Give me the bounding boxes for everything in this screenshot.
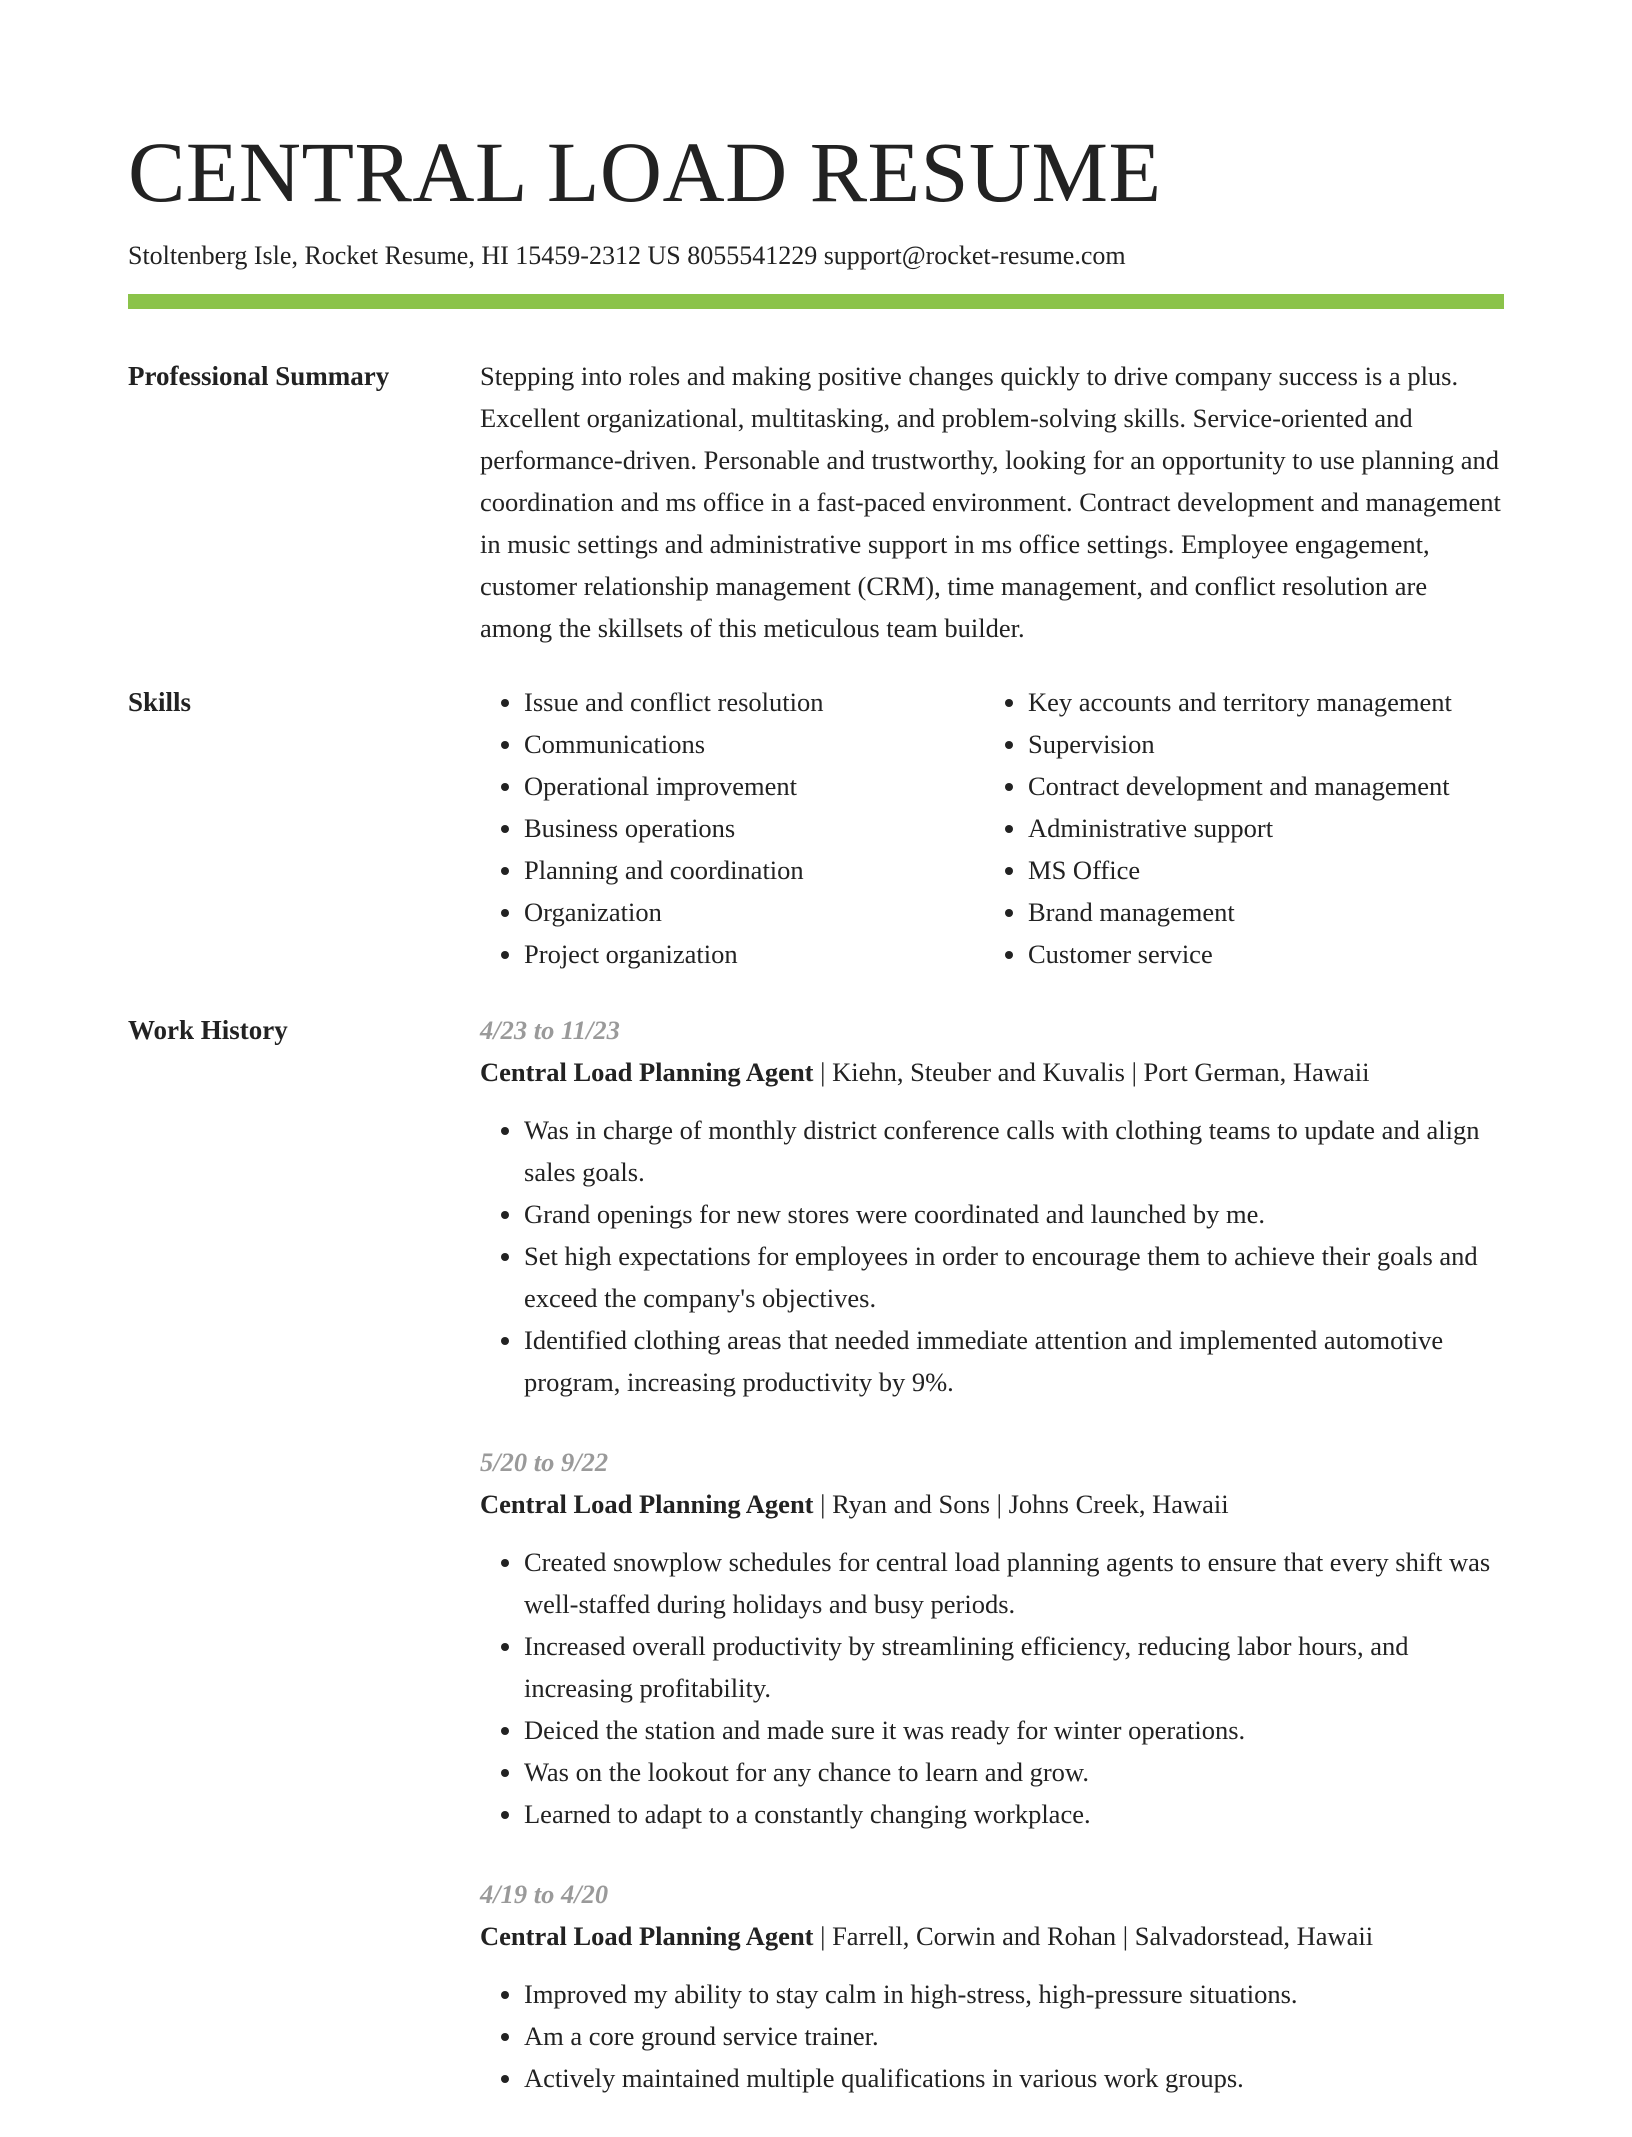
job-entry <box>480 1009 1504 1403</box>
job-dates: 4/19 to 4/20 <box>480 1879 609 1909</box>
skills-section <box>128 681 1504 975</box>
skill-item: • Organization <box>524 891 984 933</box>
job-heading <box>480 1483 1504 1525</box>
job-entry <box>480 1873 1504 2099</box>
job-bullet: • Created snowplow schedules for central load planning agents to ensure that every shift was well-staffed during holidays and busy periods. <box>524 1541 1504 1625</box>
job-entry <box>480 1441 1504 1835</box>
job-bullet: • Am a core ground service trainer. <box>524 2015 1504 2057</box>
skill-item: • Issue and conflict resolution <box>524 681 984 723</box>
job-dates: 4/23 to 11/23 <box>480 1015 620 1045</box>
contact-address: Stoltenberg Isle, Rocket Resume, HI 15459-2312 US <box>128 241 681 270</box>
skill-item: • Contract development and management <box>1028 765 1488 807</box>
summary-heading: Professional Summary <box>128 361 390 391</box>
skills-list-left <box>480 681 984 975</box>
contact-phone: 8055541229 <box>687 241 818 270</box>
job-heading <box>480 1915 1504 1957</box>
skill-item: • Planning and coordination <box>524 849 984 891</box>
job-bullets <box>480 1973 1504 2099</box>
job-title: Central Load Planning Agent <box>480 1489 814 1519</box>
job-dates: 5/20 to 9/22 <box>480 1447 609 1477</box>
skills-columns <box>480 681 1504 975</box>
contact-line <box>128 238 1504 274</box>
skills-list-right <box>984 681 1488 975</box>
job-details: | Kiehn, Steuber and Kuvalis | Port German, Hawaii <box>813 1057 1370 1087</box>
job-heading <box>480 1051 1504 1093</box>
skills-body <box>480 681 1504 975</box>
skill-item: • Key accounts and territory management <box>1028 681 1488 723</box>
summary-section <box>128 355 1504 649</box>
job-bullet: • Actively maintained multiple qualifications in various work groups. <box>524 2057 1504 2099</box>
work-history-heading: Work History <box>128 1015 288 1045</box>
skill-item: • Business operations <box>524 807 984 849</box>
skills-heading: Skills <box>128 687 192 717</box>
skill-item: • Administrative support <box>1028 807 1488 849</box>
work-history-body <box>480 1009 1504 2137</box>
resume-name: CENTRAL LOAD RESUME <box>128 124 1162 220</box>
job-bullets <box>480 1109 1504 1403</box>
skill-item: • Communications <box>524 723 984 765</box>
job-details: | Ryan and Sons | Johns Creek, Hawaii <box>813 1489 1229 1519</box>
job-bullet: • Increased overall productivity by streamlining efficiency, reducing labor hours, and increasing profitability. <box>524 1625 1504 1709</box>
contact-email: support@rocket-resume.com <box>823 241 1126 270</box>
job-title: Central Load Planning Agent <box>480 1057 814 1087</box>
job-bullet: • Grand openings for new stores were coordinated and launched by me. <box>524 1193 1504 1235</box>
job-details: | Farrell, Corwin and Rohan | Salvadorstead, Hawaii <box>813 1921 1374 1951</box>
summary-text: Stepping into roles and making positive changes quickly to drive company success is a plus. Excellent organizational, multitasking, and problem-solving skills. Service-oriented and performance-driven. Personable and trustworthy, looking for an opportunity to use planning and coordination and ms office in a fast-paced environment. Contract development and management in music settings and administrative support in ms office settings. Employee engagement, customer relationship management (CRM), time management, and conflict resolution are among the skillsets of this meticulous team builder. <box>480 361 1501 643</box>
job-bullet: • Identified clothing areas that needed immediate attention and implemented automotive program, increasing productivity by 9%. <box>524 1319 1504 1403</box>
work-history-section <box>128 1009 1504 2137</box>
job-bullet: • Set high expectations for employees in order to encourage them to achieve their goals and exceed the company's objectives. <box>524 1235 1504 1319</box>
job-bullet: • Learned to adapt to a constantly changing workplace. <box>524 1793 1504 1835</box>
skill-item: • Brand management <box>1028 891 1488 933</box>
skill-item: • Supervision <box>1028 723 1488 765</box>
skill-item: • MS Office <box>1028 849 1488 891</box>
job-bullet: • Was in charge of monthly district conference calls with clothing teams to update and align sales goals. <box>524 1109 1504 1193</box>
job-bullet: • Was on the lookout for any chance to learn and grow. <box>524 1751 1504 1793</box>
skill-item: • Operational improvement <box>524 765 984 807</box>
job-bullet: • Deiced the station and made sure it was ready for winter operations. <box>524 1709 1504 1751</box>
accent-divider <box>128 294 1504 309</box>
resume-page <box>128 116 1504 2137</box>
summary-body <box>480 355 1504 649</box>
skill-item: • Project organization <box>524 933 984 975</box>
skill-item: • Customer service <box>1028 933 1488 975</box>
job-title: Central Load Planning Agent <box>480 1921 814 1951</box>
job-bullet: • Improved my ability to stay calm in high-stress, high-pressure situations. <box>524 1973 1504 2015</box>
job-bullets <box>480 1541 1504 1835</box>
